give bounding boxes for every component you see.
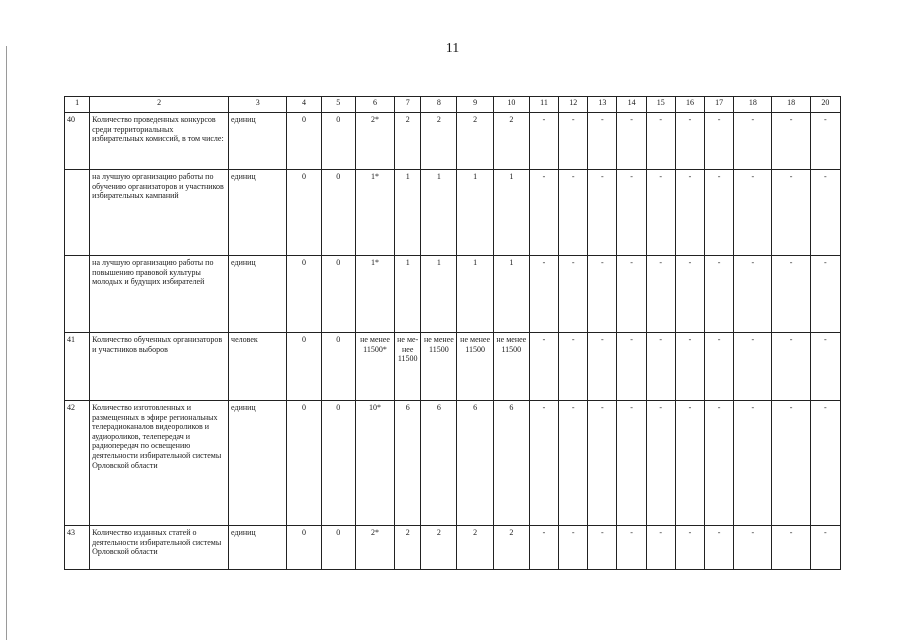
value-cell: - xyxy=(705,526,734,570)
column-header: 17 xyxy=(705,97,734,113)
column-header: 7 xyxy=(395,97,421,113)
value-cell: - xyxy=(810,256,840,333)
value-cell: - xyxy=(675,526,704,570)
value-cell: - xyxy=(588,256,617,333)
column-header: 12 xyxy=(559,97,588,113)
column-header: 14 xyxy=(617,97,646,113)
indicator-table xyxy=(64,96,841,570)
table-row xyxy=(65,256,841,333)
column-header: 15 xyxy=(646,97,675,113)
value-cell: 0 xyxy=(287,401,321,526)
value-cell: - xyxy=(772,113,810,170)
column-header: 5 xyxy=(321,97,355,113)
value-cell: - xyxy=(772,256,810,333)
value-cell: - xyxy=(705,113,734,170)
column-header: 2 xyxy=(90,97,229,113)
value-cell: - xyxy=(588,401,617,526)
value-cell: - xyxy=(646,170,675,256)
row-number-cell: 41 xyxy=(65,333,90,401)
unit-cell: человек xyxy=(229,333,287,401)
unit-cell: единиц xyxy=(229,401,287,526)
column-header: 13 xyxy=(588,97,617,113)
column-header: 11 xyxy=(529,97,558,113)
value-cell: - xyxy=(772,401,810,526)
value-cell: 0 xyxy=(321,113,355,170)
value-cell: - xyxy=(588,113,617,170)
value-cell: - xyxy=(588,170,617,256)
value-cell: - xyxy=(734,256,772,333)
value-cell: - xyxy=(810,526,840,570)
value-cell: 1 xyxy=(421,170,457,256)
indicator-name-cell: на лучшую организацию работы по повышению правовой культуры молодых и будущих избирателей xyxy=(90,256,229,333)
unit-cell: единиц xyxy=(229,526,287,570)
value-cell: 0 xyxy=(287,256,321,333)
value-cell: - xyxy=(617,113,646,170)
table-row xyxy=(65,401,841,526)
value-cell: 0 xyxy=(321,401,355,526)
value-cell: 0 xyxy=(321,333,355,401)
indicator-name-cell: Количество обученных организаторов и участников выборов xyxy=(90,333,229,401)
value-cell: - xyxy=(617,526,646,570)
left-margin-line xyxy=(6,46,7,640)
value-cell: - xyxy=(617,333,646,401)
unit-cell: единиц xyxy=(229,170,287,256)
value-cell: - xyxy=(772,170,810,256)
table-row xyxy=(65,333,841,401)
unit-cell: единиц xyxy=(229,256,287,333)
value-cell: - xyxy=(810,113,840,170)
value-cell: 1 xyxy=(457,170,493,256)
value-cell: 1 xyxy=(493,170,529,256)
table-row xyxy=(65,113,841,170)
value-cell: - xyxy=(588,333,617,401)
row-number-cell xyxy=(65,256,90,333)
value-cell: не менее 11500 xyxy=(493,333,529,401)
value-cell: 2 xyxy=(493,113,529,170)
value-cell: - xyxy=(705,256,734,333)
value-cell: 2 xyxy=(421,526,457,570)
value-cell: 1* xyxy=(355,256,394,333)
value-cell: - xyxy=(772,333,810,401)
indicator-name-cell: на лучшую организацию работы по обучению организаторов и участников избирательных кампаний xyxy=(90,170,229,256)
value-cell: - xyxy=(559,401,588,526)
value-cell: 6 xyxy=(395,401,421,526)
value-cell: 10* xyxy=(355,401,394,526)
value-cell: - xyxy=(810,333,840,401)
value-cell: 0 xyxy=(287,333,321,401)
column-header: 6 xyxy=(355,97,394,113)
value-cell: 6 xyxy=(493,401,529,526)
column-header: 18 xyxy=(772,97,810,113)
table-row xyxy=(65,526,841,570)
value-cell: не менее 11500 xyxy=(421,333,457,401)
value-cell: 0 xyxy=(321,170,355,256)
value-cell: - xyxy=(646,401,675,526)
value-cell: 2* xyxy=(355,526,394,570)
value-cell: 1* xyxy=(355,170,394,256)
value-cell: 6 xyxy=(421,401,457,526)
value-cell: 1 xyxy=(457,256,493,333)
value-cell: - xyxy=(529,333,558,401)
value-cell: 0 xyxy=(321,526,355,570)
value-cell: 1 xyxy=(395,170,421,256)
value-cell: - xyxy=(529,526,558,570)
column-header: 10 xyxy=(493,97,529,113)
value-cell: - xyxy=(810,170,840,256)
value-cell: 6 xyxy=(457,401,493,526)
value-cell: 0 xyxy=(287,170,321,256)
value-cell: - xyxy=(646,333,675,401)
value-cell: - xyxy=(772,526,810,570)
indicator-name-cell: Количество изданных статей о деятельности избирательной системы Орловской области xyxy=(90,526,229,570)
column-header: 9 xyxy=(457,97,493,113)
value-cell: - xyxy=(617,401,646,526)
value-cell: - xyxy=(646,526,675,570)
value-cell: - xyxy=(810,401,840,526)
indicator-name-cell: Количество проведенных конкурсов среди территориальных избирательных комиссий, в том числе: xyxy=(90,113,229,170)
table-body xyxy=(65,113,841,570)
column-header: 16 xyxy=(675,97,704,113)
column-header: 18 xyxy=(734,97,772,113)
value-cell: - xyxy=(734,401,772,526)
value-cell: 2 xyxy=(493,526,529,570)
value-cell: - xyxy=(529,113,558,170)
value-cell: - xyxy=(559,170,588,256)
row-number-cell: 43 xyxy=(65,526,90,570)
value-cell: - xyxy=(705,401,734,526)
value-cell: - xyxy=(529,256,558,333)
value-cell: - xyxy=(617,256,646,333)
value-cell: 2 xyxy=(457,113,493,170)
value-cell: - xyxy=(734,113,772,170)
value-cell: не менее 11500 xyxy=(457,333,493,401)
row-number-cell: 42 xyxy=(65,401,90,526)
page-number: 11 xyxy=(445,41,460,56)
value-cell: - xyxy=(559,256,588,333)
header-row xyxy=(65,97,841,113)
column-header: 4 xyxy=(287,97,321,113)
value-cell: 2 xyxy=(395,113,421,170)
table-row xyxy=(65,170,841,256)
value-cell: - xyxy=(617,170,646,256)
value-cell: не менее 11500* xyxy=(355,333,394,401)
value-cell: - xyxy=(705,333,734,401)
indicator-name-cell: Количество изготовленных и размещенных в эфире региональных телерадиоканалов видеороликов и аудиороликов, телепередач и радиопередач по освещению деятельности избирательной системы Орловской области xyxy=(90,401,229,526)
column-header: 3 xyxy=(229,97,287,113)
value-cell: - xyxy=(734,526,772,570)
value-cell: - xyxy=(675,401,704,526)
value-cell: - xyxy=(734,333,772,401)
value-cell: - xyxy=(675,113,704,170)
value-cell: - xyxy=(675,170,704,256)
value-cell: не ме-нее 11500 xyxy=(395,333,421,401)
value-cell: - xyxy=(559,526,588,570)
value-cell: 1 xyxy=(493,256,529,333)
value-cell: - xyxy=(588,526,617,570)
value-cell: 1 xyxy=(421,256,457,333)
unit-cell: единиц xyxy=(229,113,287,170)
value-cell: - xyxy=(675,256,704,333)
value-cell: 0 xyxy=(321,256,355,333)
value-cell: - xyxy=(646,113,675,170)
row-number-cell xyxy=(65,170,90,256)
value-cell: 2 xyxy=(395,526,421,570)
value-cell: - xyxy=(559,113,588,170)
value-cell: 0 xyxy=(287,113,321,170)
value-cell: - xyxy=(646,256,675,333)
value-cell: - xyxy=(705,170,734,256)
value-cell: - xyxy=(675,333,704,401)
column-header: 20 xyxy=(810,97,840,113)
column-header: 1 xyxy=(65,97,90,113)
value-cell: - xyxy=(734,170,772,256)
row-number-cell: 40 xyxy=(65,113,90,170)
value-cell: 0 xyxy=(287,526,321,570)
value-cell: 1 xyxy=(395,256,421,333)
value-cell: - xyxy=(529,170,558,256)
column-header: 8 xyxy=(421,97,457,113)
value-cell: 2 xyxy=(457,526,493,570)
value-cell: - xyxy=(529,401,558,526)
value-cell: 2* xyxy=(355,113,394,170)
value-cell: - xyxy=(559,333,588,401)
value-cell: 2 xyxy=(421,113,457,170)
